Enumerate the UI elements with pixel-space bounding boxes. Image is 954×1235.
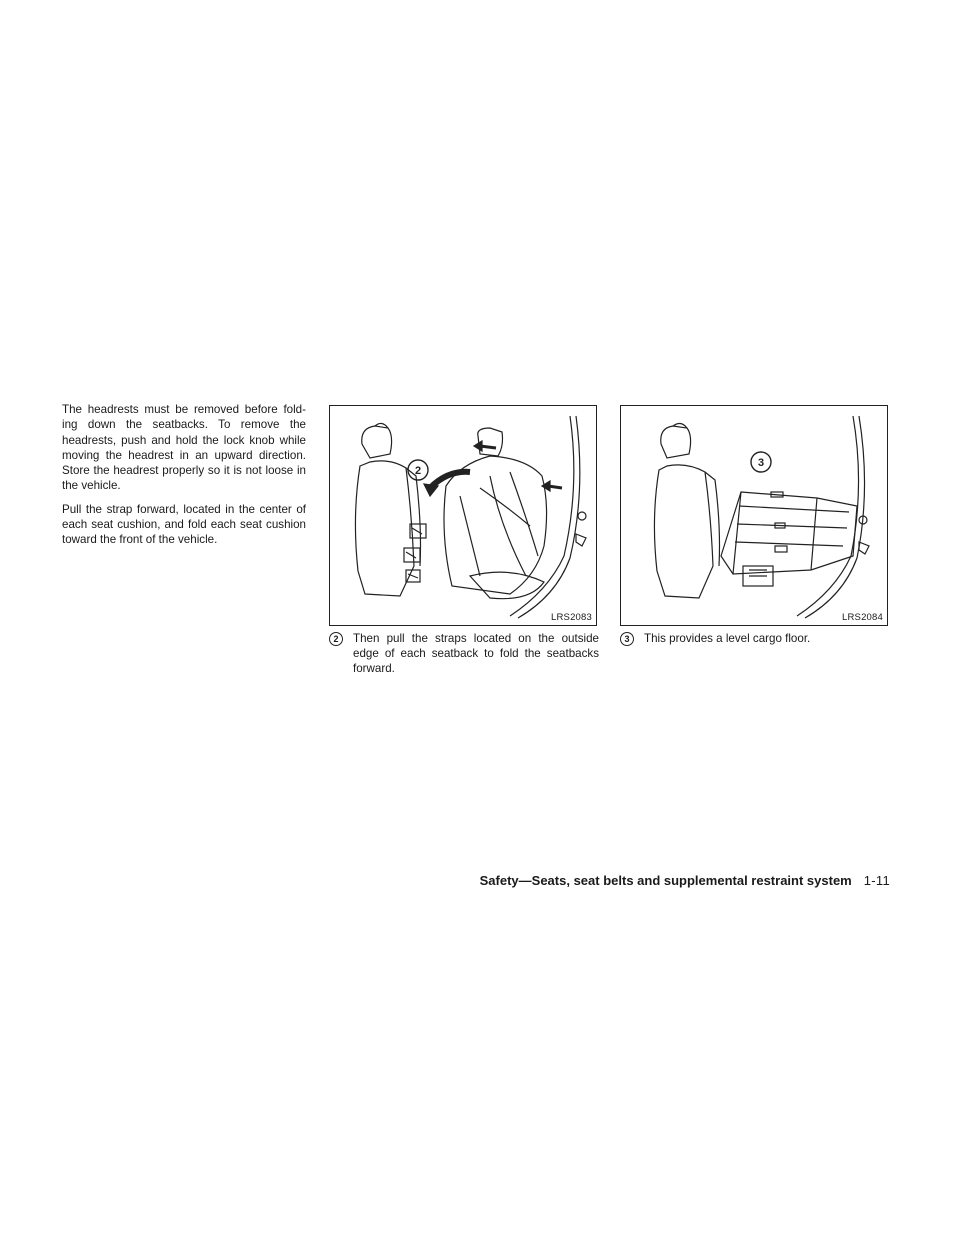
callout-3: 3 — [757, 457, 765, 469]
page-footer — [480, 873, 890, 888]
caption-text: This provides a level cargo floor. — [644, 632, 811, 645]
caption-number: 3 — [620, 632, 634, 646]
page-number: 1-11 — [863, 873, 890, 888]
figure-cargo-floor — [620, 405, 888, 626]
figure-code: LRS2083 — [550, 612, 592, 623]
caption-text: Then pull the straps located on the outside edge of each seatback to fold the seatbacks forward. — [353, 632, 599, 675]
caption-step-3 — [620, 631, 890, 646]
seat-fold-illustration — [330, 406, 596, 625]
figure-code: LRS2084 — [841, 612, 883, 623]
paragraph-headrests: The headrests must be removed before fold-ing down the seatbacks. To remove the headrests, push and hold the lock knob while moving the headrest in an upward direction. Store the headrest properly so it is not loose in the vehicle. — [62, 403, 306, 493]
body-text — [62, 402, 306, 556]
caption-number: 2 — [329, 632, 343, 646]
figure-fold-seatbacks — [329, 405, 597, 626]
callout-2: 2 — [414, 465, 422, 477]
cargo-floor-illustration — [621, 406, 887, 625]
paragraph-strap: Pull the strap forward, located in the center of each seat cushion, and fold each seat cushion toward the front of the vehicle. — [62, 502, 306, 547]
caption-step-2 — [329, 631, 599, 676]
section-title: Safety—Seats, seat belts and supplemental restraint system — [479, 873, 852, 888]
